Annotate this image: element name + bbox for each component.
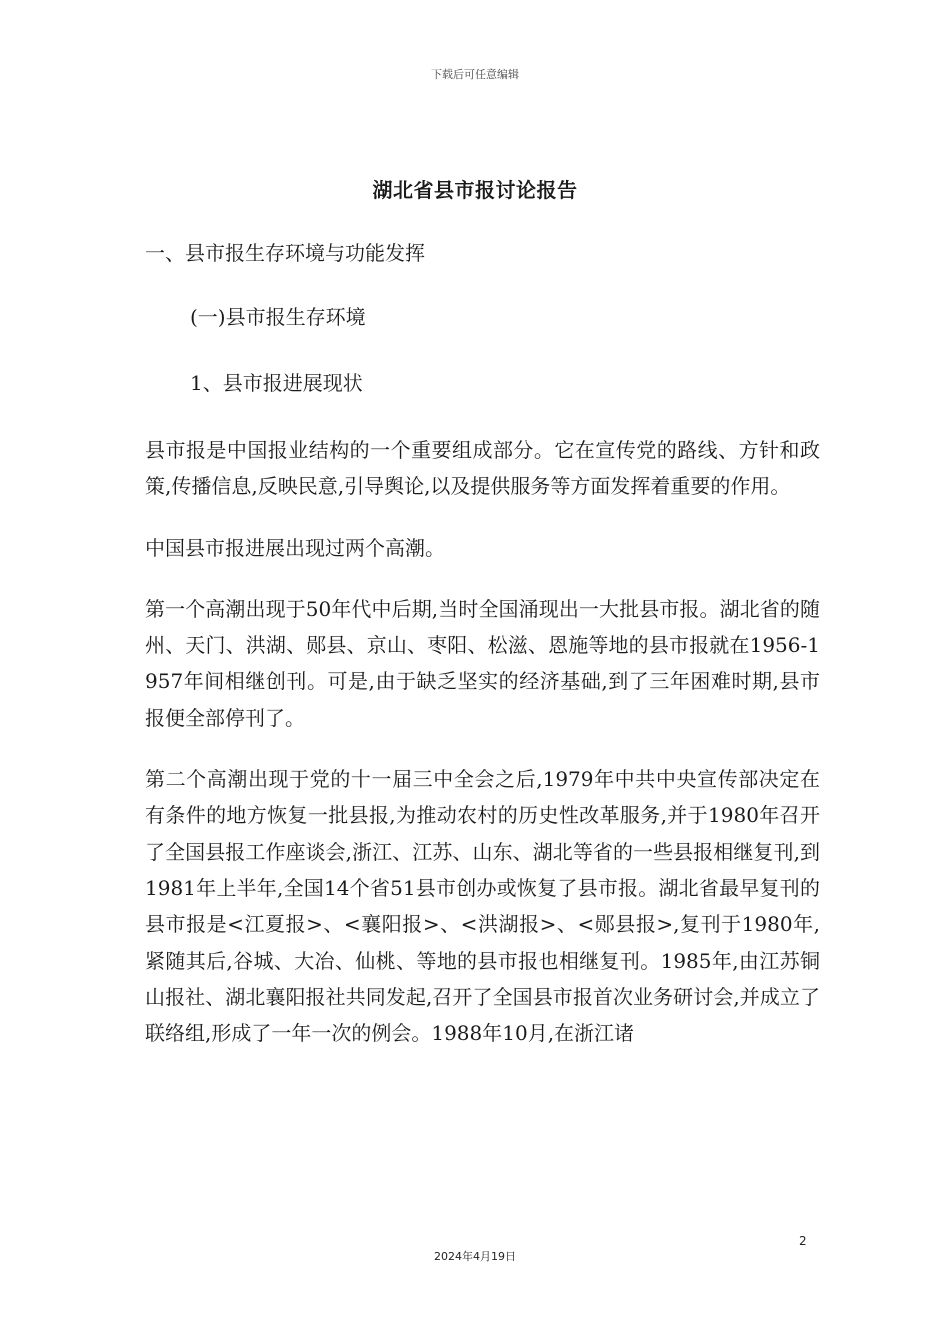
paragraph: 第二个高潮出现于党的十一届三中全会之后,1979年中共中央宣传部决定在有条件的地方恢复一批县报,为推动农村的历史性改革服务,并于1980年召开了全国县报工作座谈会,浙江、江苏、山东、湖北等省的一些县报相继复刊,到1981年上半年,全国14个省51县市创办或恢复了县市报。湖北省最早复刊的县市报是<江夏报>、<襄阳报>、<洪湖报>、<郧县报>,复刊于1980年,紧随其后,谷城、大冶、仙桃、等地的县市报也相继复刊。1985年,由江苏铜山报社、湖北襄阳报社共同发起,召开了全国县市报首次业务研讨会,并成立了联络组,形成了一年一次的例会。1988年10月,在浙江诸 [145,767,820,1046]
sub-subsection-heading: 1、县市报进展现状 [190,371,363,395]
page-number: 2 [799,1234,807,1248]
paragraph: 县市报是中国报业结构的一个重要组成部分。它在宣传党的路线、方针和政策,传播信息,反映民意,引导舆论,以及提供服务等方面发挥着重要的作用。 [145,438,820,499]
document-body [145,432,820,1076]
paragraph: 中国县市报进展出现过两个高潮。 [145,535,445,560]
footer-date: 2024年4月19日 [434,1250,516,1263]
subsection-heading: (一)县市报生存环境 [190,305,366,329]
header-note: 下载后可任意编辑 [431,68,519,81]
section-heading: 一、县市报生存环境与功能发挥 [145,241,425,265]
paragraph: 第一个高潮出现于50年代中后期,当时全国涌现出一大批县市报。湖北省的随州、天门、洪湖、郧县、京山、枣阳、松滋、恩施等地的县市报就在1956-1957年间相继创刊。可是,由于缺乏坚实的经济基础,到了三年困难时期,县市报便全部停刊了。 [145,596,820,730]
document-title: 湖北省县市报讨论报告 [372,178,578,202]
